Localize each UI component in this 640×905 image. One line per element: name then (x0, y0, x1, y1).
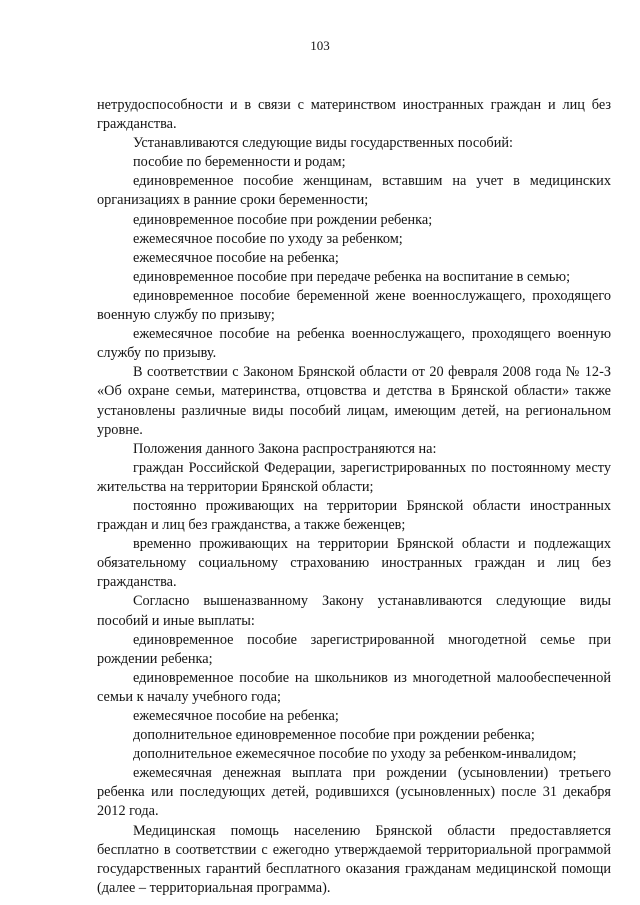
list-item: единовременное пособие на школьников из многодетной малообеспеченной семьи к началу учебного года; (97, 669, 611, 705)
body-text (97, 96, 611, 898)
paragraph: Согласно вышеназванному Закону устанавливаются следующие виды пособий и иные выплаты: (97, 593, 611, 629)
paragraph: В соответствии с Законом Брянской области от 20 февраля 2008 года № 12-З «Об охране семьи, материнства, отцовства и детства в Брянской области» также установлены различные виды пособий лицам, имеющим детей, на региональном уровне. (97, 364, 611, 438)
list-item: ежемесячное пособие на ребенка; (133, 249, 339, 266)
page-number: 103 (310, 38, 330, 53)
paragraph: Устанавливаются следующие виды государственных пособий: (133, 135, 513, 152)
list-item: ежемесячная денежная выплата при рождении (усыновлении) третьего ребенка или последующих детей, родившихся (усыновленных) после 31 декабря 2012 года. (97, 765, 611, 820)
list-item: единовременное пособие женщинам, вставшим на учет в медицинских организациях в ранние сроки беременности; (97, 173, 611, 209)
paragraph: Положения данного Закона распространяются на: (133, 440, 437, 457)
list-item: ежемесячное пособие на ребенка; (133, 708, 339, 724)
list-item: единовременное пособие при рождении ребенка; (133, 211, 433, 228)
list-item: постоянно проживающих на территории Брянской области иностранных граждан и лиц без гражданства, а также беженцев; (97, 497, 611, 534)
paragraph: нетрудоспособности и в связи с материнством иностранных граждан и лиц без гражданства. (97, 97, 611, 133)
list-item: единовременное пособие зарегистрированной многодетной семье при рождении ребенка; (97, 631, 611, 667)
list-item: дополнительное ежемесячное пособие по уходу за ребенком-инвалидом; (133, 746, 577, 763)
list-item: единовременное пособие при передаче ребенка на воспитание в семью; (133, 268, 571, 285)
list-item: временно проживающих на территории Брянской области и подлежащих обязательному социальному страхованию иностранных граждан и лиц без гражданства. (97, 536, 611, 591)
list-item: пособие по беременности и родам; (133, 154, 346, 171)
list-item: граждан Российской Федерации, зарегистрированных по постоянному месту жительства на территории Брянской области; (97, 459, 611, 495)
list-item: дополнительное единовременное пособие при рождении ребенка; (133, 727, 535, 744)
list-item: ежемесячное пособие по уходу за ребенком; (133, 230, 403, 247)
list-item: единовременное пособие беременной жене военнослужащего, проходящего военную службу по призыву; (97, 287, 611, 324)
paragraph: Медицинская помощь населению Брянской области предоставляется бесплатно в соответствии с ежегодно утверждаемой территориальной программой государственных гарантий бесплатного оказания гражданам медицинской помощи (далее – территориальная программа). (97, 822, 611, 896)
list-item: ежемесячное пособие на ребенка военнослужащего, проходящего военную службу по призыву. (97, 326, 611, 362)
